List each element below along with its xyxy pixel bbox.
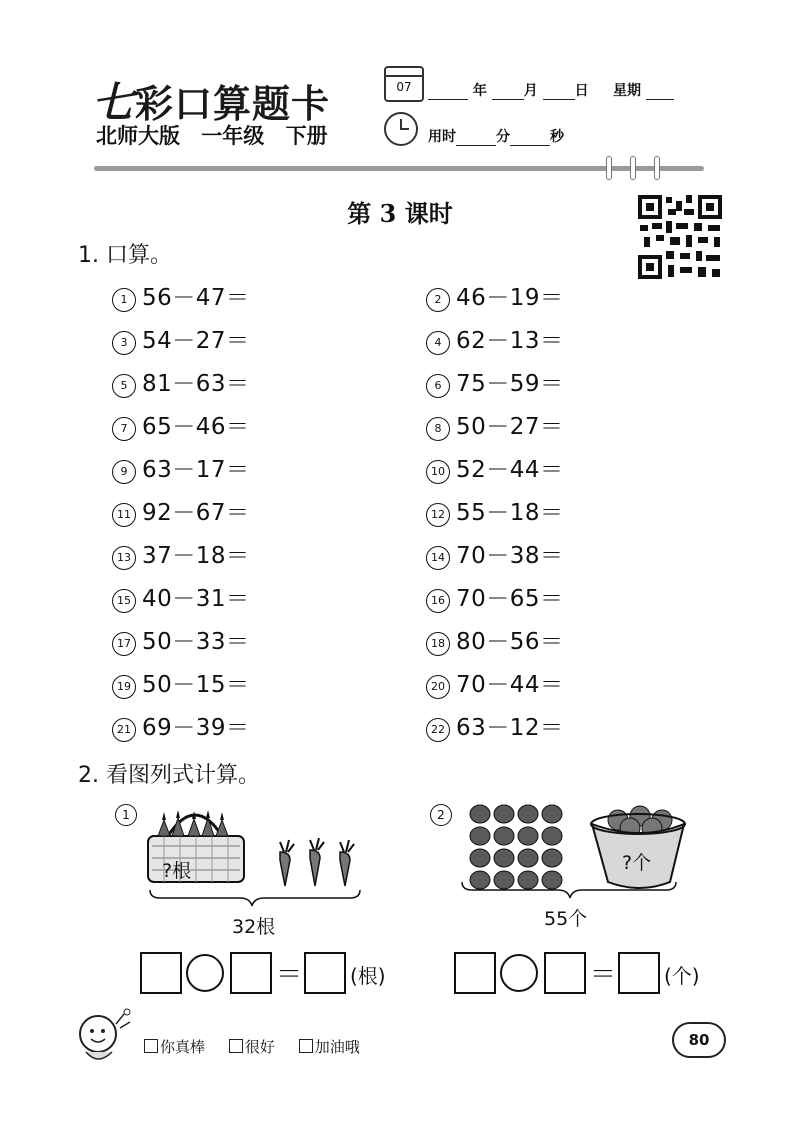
problem-expression: 65－46＝ [142,414,250,440]
problem-19 [112,666,250,699]
month-blank[interactable] [492,85,524,100]
bowl-icon [591,806,685,888]
problem-number: 13 [112,546,136,570]
pic1-operand1-box[interactable] [140,952,182,994]
problem-number: 12 [426,503,450,527]
edition-subtitle: 北师大版 一年级 下册 [96,124,328,148]
checkbox-keep-going [299,1039,313,1053]
problem-expression: 92－67＝ [142,500,250,526]
pic1-equals: ＝ [276,960,303,990]
problem-number: 22 [426,718,450,742]
basket-label: ?根 [162,860,192,882]
problem-expression: 63－12＝ [456,715,564,741]
problem-17 [112,623,250,656]
problem-number: 7 [112,417,136,441]
problem-6 [426,365,564,398]
binder-rings [604,156,668,182]
pic2-equals: ＝ [590,960,617,990]
problem-7 [112,408,250,441]
problem-4 [426,322,564,355]
checkbox-good [229,1039,243,1053]
problem-number: 11 [112,503,136,527]
problem-number: 8 [426,417,450,441]
problem-13 [112,537,250,570]
problem-expression: 37－18＝ [142,543,250,569]
problem-number: 10 [426,460,450,484]
problem-number: 18 [426,632,450,656]
section1-title: 1. 口算。 [78,243,172,268]
problem-1 [112,279,250,312]
rating-good[interactable] [229,1038,275,1056]
rating-keep-going-label: 加油哦 [314,1038,360,1056]
problem-number: 5 [112,374,136,398]
rating-great[interactable] [144,1038,205,1056]
rating-keep-going[interactable] [299,1038,360,1056]
problem-8 [426,408,564,441]
second-blank[interactable] [510,131,550,146]
problem-5 [112,365,250,398]
pic2-result-box[interactable] [618,952,660,994]
problem-number: 2 [426,288,450,312]
problem-number: 1 [112,288,136,312]
pic2-unit: (个) [664,964,700,988]
problem-12 [426,494,564,527]
problem-expression: 50－33＝ [142,629,250,655]
problem-16 [426,580,564,613]
problem-14 [426,537,564,570]
problem-3 [112,322,250,355]
problem-number: 9 [112,460,136,484]
problem-expression: 63－17＝ [142,457,250,483]
problem-20 [426,666,564,699]
pic2-operand2-box[interactable] [544,952,586,994]
day-label: 日 [574,83,589,99]
lesson-title: 第 3 课时 [347,199,453,228]
weekday-label: 星期 [613,83,641,99]
year-blank[interactable] [428,85,468,100]
weekday-blank[interactable] [646,85,674,100]
qr-code[interactable] [636,193,724,281]
problem-number: 3 [112,331,136,355]
problem-expression: 56－47＝ [142,285,250,311]
problem-expression: 70－65＝ [456,586,564,612]
minute-blank[interactable] [456,131,496,146]
second-label: 秒 [550,129,564,145]
problem-22 [426,709,564,742]
date-line [428,80,674,100]
problem-expression: 80－56＝ [456,629,564,655]
brand-rest: 彩口算题卡 [135,81,331,126]
rating-options [144,1036,360,1057]
problem-expression: 62－13＝ [456,328,564,354]
problem-9 [112,451,250,484]
carrot-icon [280,850,350,886]
problem-18 [426,623,564,656]
problem-11 [112,494,250,527]
brand-first-char: 七 [92,78,136,127]
time-line [428,126,564,146]
time-label: 用时 [428,129,456,145]
problem-expression: 50－27＝ [456,414,564,440]
problem-number: 16 [426,589,450,613]
orange-bowl-picture [458,798,690,916]
problem-21 [112,709,250,742]
pic1-result-box[interactable] [304,952,346,994]
problem-expression: 81－63＝ [142,371,250,397]
rating-good-label: 很好 [244,1038,275,1056]
pic2-operand1-box[interactable] [454,952,496,994]
pic1-number: 1 [115,804,137,826]
year-label: 年 [472,83,487,99]
problem-expression: 69－39＝ [142,715,250,741]
bowl-label: ?个 [622,852,652,874]
rating-great-label: 你真棒 [160,1038,206,1056]
carrot-total-label: 32根 [232,916,276,938]
problem-expression: 55－18＝ [456,500,564,526]
checkbox-great [144,1039,158,1053]
problem-number: 4 [426,331,450,355]
calendar-number: 07 [396,80,412,94]
page-number: 80 [672,1022,726,1058]
minute-label: 分 [496,129,510,145]
problem-expression: 52－44＝ [456,457,564,483]
pic1-operator-circle[interactable] [186,954,224,992]
problem-number: 17 [112,632,136,656]
problem-number: 15 [112,589,136,613]
pic2-number: 2 [430,804,452,826]
calendar-icon [384,66,424,102]
day-blank[interactable] [543,85,575,100]
problem-10 [426,451,564,484]
problem-expression: 46－19＝ [456,285,564,311]
problem-number: 19 [112,675,136,699]
pic1-unit: (根) [350,964,386,988]
problem-number: 6 [426,374,450,398]
orange-total-label: 55个 [544,908,588,930]
orange-icon [470,805,562,889]
problem-2 [426,279,564,312]
pic2-operator-circle[interactable] [500,954,538,992]
problem-number: 21 [112,718,136,742]
problem-expression: 70－44＝ [456,672,564,698]
problem-number: 14 [426,546,450,570]
problem-15 [112,580,250,613]
month-label: 月 [523,83,538,99]
problem-number: 20 [426,675,450,699]
problem-expression: 50－15＝ [142,672,250,698]
pic1-operand2-box[interactable] [230,952,272,994]
mascot-icon [72,1004,136,1070]
clock-icon [384,112,418,146]
problem-expression: 54－27＝ [142,328,250,354]
section2-title: 2. 看图列式计算。 [78,763,260,788]
problem-expression: 75－59＝ [456,371,564,397]
problem-expression: 70－38＝ [456,543,564,569]
problem-expression: 40－31＝ [142,586,250,612]
